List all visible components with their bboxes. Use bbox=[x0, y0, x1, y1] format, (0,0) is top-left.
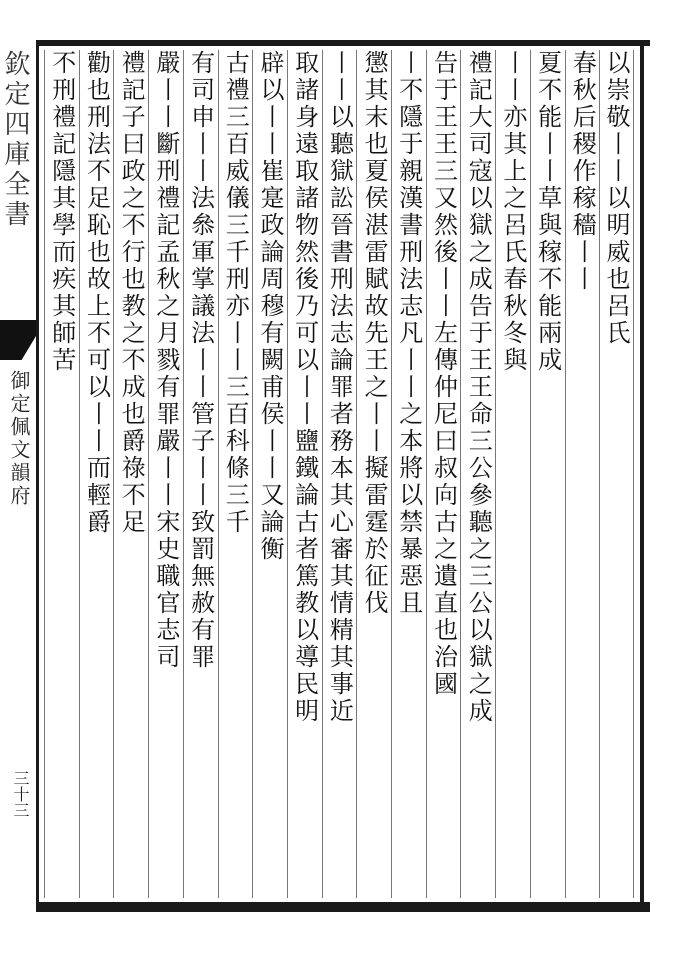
page-frame-right bbox=[640, 40, 644, 912]
text-column: 取諸身遠取諸物然後乃可以丨丨鹽鐵論古者篤教以導民明 bbox=[287, 50, 322, 898]
text-column: 不刑禮記隱其學而疾其師苦 bbox=[44, 50, 79, 898]
page-frame-top bbox=[36, 40, 650, 46]
text-column: 丨丨以聽獄訟晉書刑法志論罪者務本其心審其情精其事近 bbox=[322, 50, 357, 898]
text-column: 有司申丨丨法叅軍掌議法丨丨管子丨丨致罰無赦有罪 bbox=[183, 50, 218, 898]
page-frame-bottom bbox=[36, 902, 650, 912]
text-column: 古禮三百威儀三千刑亦丨丨三百科條三千 bbox=[218, 50, 253, 898]
text-column: 禮記子曰政之不行也教之不成也爵祿不足 bbox=[113, 50, 148, 898]
text-column: 丨不隱于親漢書刑法志凡丨丨之本將以禁暴惡且 bbox=[391, 50, 426, 898]
text-body bbox=[44, 50, 634, 898]
text-column: 告于王王三又然後丨丨左傳仲尼曰叔向古之遺直也治國 bbox=[426, 50, 461, 898]
text-column: 辟以丨丨崔寔政論周穆有闕甫侯丨丨又論衡 bbox=[252, 50, 287, 898]
book-margin bbox=[0, 40, 36, 912]
text-column: 以崇敬丨丨以明威也呂氏 bbox=[599, 50, 634, 898]
text-column: 丨丨亦其上之呂氏春秋冬與 bbox=[495, 50, 530, 898]
text-column: 禮記大司寇以獄之成告于王王命三公參聽之三公以獄之成 bbox=[460, 50, 495, 898]
text-column: 懲其末也夏侯湛雷賦故先王之丨丨擬雷霆於征伐 bbox=[356, 50, 391, 898]
text-column: 夏不能丨丨草與稼不能兩成 bbox=[530, 50, 565, 898]
text-column: 嚴丨丨斷刑禮記孟秋之月戮有罪嚴丨丨宋史職官志司 bbox=[148, 50, 183, 898]
fish-tail-icon bbox=[0, 320, 36, 360]
section-title: 御定佩文韻府 bbox=[7, 370, 31, 508]
page-frame-left bbox=[36, 40, 39, 912]
text-column: 勸也刑法不足恥也故上不可以丨丨而輕爵 bbox=[79, 50, 114, 898]
page-number: 三十三 bbox=[11, 770, 30, 818]
text-column: 春秋后稷作稼穡丨丨 bbox=[565, 50, 600, 898]
book-title: 欽定四庫全書 bbox=[0, 50, 30, 230]
